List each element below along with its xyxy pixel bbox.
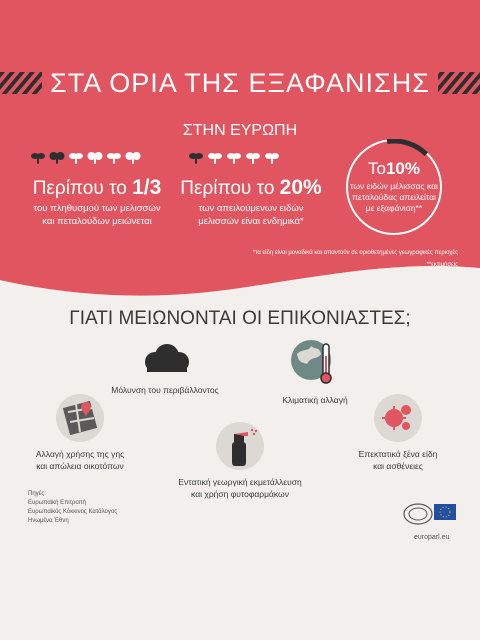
threat-agriculture: Εντατική γεωργική εκμετάλλευση και χρήση φυτοφαρμάκων: [160, 420, 320, 500]
bee-icon: [30, 150, 46, 166]
butterfly-icon: [87, 150, 103, 166]
spray-bottle-icon: [214, 420, 266, 472]
threat-land-use: Αλλαγή χρήσης της γης και απώλεια οικοτόπων: [20, 392, 140, 472]
virus-icon: [372, 392, 424, 444]
bee-icon: [207, 150, 223, 166]
page-subtitle: ΣΤΗΝ ΕΥΡΩΠΗ: [182, 122, 298, 139]
sources: Πηγές: Ευρωπαϊκή Επιτροπή Ευρωπαϊκός Κόκκινος Κατάλογος Ηνωμένα Έθνη: [28, 491, 118, 524]
europarl-link[interactable]: europarl.eu: [414, 534, 450, 541]
bee-icon: [68, 150, 84, 166]
bee-icon: [264, 150, 280, 166]
bee-icon: [106, 150, 122, 166]
butterfly-icon: [125, 150, 141, 166]
stat-twenty-percent: Περίπου το 20% των απειλούμενων ειδών μελισσών είναι ενδημικά*: [180, 176, 322, 227]
map-pin-icon: [54, 392, 106, 444]
butterfly-icon: [49, 150, 65, 166]
threat-invasive: Επεκτατικά ξένα είδη και ασθένειες: [338, 392, 458, 472]
bee-icon: [226, 150, 242, 166]
european-parliament-logo-icon: [402, 498, 458, 528]
stat-ten-percent-circle: Το10% των ειδών μέλισσας και πεταλούδας απειλείται με εξαφάνιση**: [346, 139, 442, 235]
stat-one-third: Περίπου το 1/3 του πληθυσμού των μελισσών και πεταλούδων μειώνεται: [32, 176, 162, 227]
cloud-icon: [135, 340, 195, 380]
bee-icons-row-2: [188, 150, 280, 166]
footnote-endemic: *τα είδη είναι μοναδικά και απαντούν σε οριοθετημένες γεωγραφικές περιοχές: [252, 250, 458, 256]
threat-pollution: Μόλυνση του περιβάλλοντος: [100, 340, 230, 396]
wave-divider: [0, 240, 480, 300]
page-title: ΣΤΑ ΟΡΙΑ ΤΗΣ ΕΞΑΦΑΝΙΣΗΣ: [0, 68, 480, 99]
bee-icons-row-1: [30, 150, 141, 166]
footnote-estimates: **εκτιμήσεις: [426, 262, 458, 268]
threats-title: ΓΙΑΤΙ ΜΕΙΩΝΟΝΤΑΙ ΟΙ ΕΠΙΚΟΝΙΑΣΤΕΣ;: [69, 308, 411, 329]
bee-icon: [245, 150, 261, 166]
globe-thermometer-icon: [287, 334, 343, 390]
threat-climate: Κλιματική αλλαγή: [250, 334, 380, 406]
bee-icon: [188, 150, 204, 166]
progress-arc: [346, 139, 442, 235]
